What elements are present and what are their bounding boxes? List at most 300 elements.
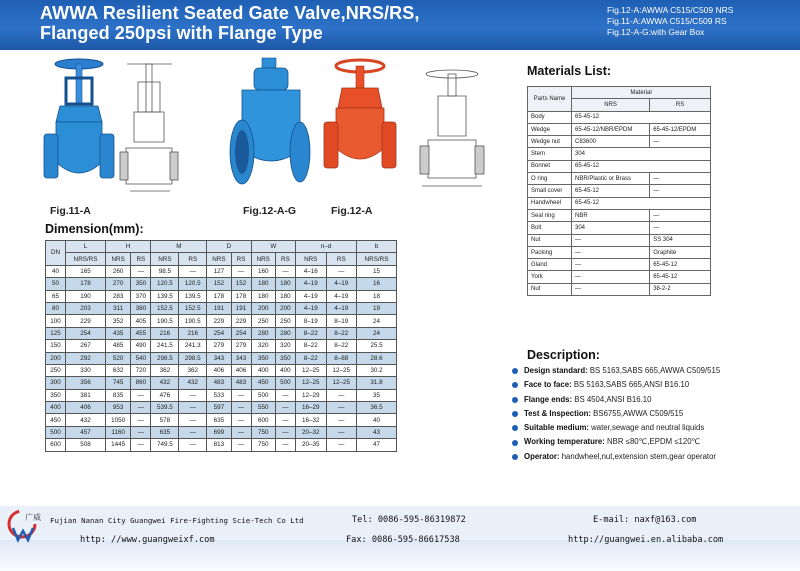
table-cell: 165 [66, 265, 106, 277]
table-cell: 150 [46, 340, 66, 352]
table-row [46, 315, 397, 327]
table-cell: 483 [231, 377, 251, 389]
table-cell: 500 [251, 389, 275, 401]
bullet-icon [512, 397, 518, 403]
description-value: BS6755,AWWA C509/515 [591, 408, 684, 418]
table-row [528, 246, 711, 258]
table-cell: 356 [66, 377, 106, 389]
table-cell: 635 [151, 426, 179, 438]
description-value: BS 5163,SABS 665,AWWA C509/515 [587, 366, 721, 375]
table-cell: — [275, 389, 295, 401]
table-cell: 200 [251, 302, 275, 314]
description-label: Test & Inspection: [524, 408, 592, 418]
table-cell: 8–22 [295, 340, 326, 352]
table-cell: 30.2 [357, 364, 397, 376]
table-cell: 24 [357, 315, 397, 327]
table-cell: 36.5 [357, 402, 397, 414]
part-name: O ring [528, 173, 572, 185]
description-label: Working temperature: [524, 437, 605, 447]
table-cell: 500 [46, 426, 66, 438]
materials-table-body [528, 111, 711, 295]
table-cell: 254 [231, 327, 251, 339]
description-label: Design standard: [524, 366, 588, 375]
header-nd: n–d [295, 241, 356, 253]
table-row [528, 234, 711, 246]
table-cell: 120.5 [179, 278, 207, 290]
table-cell: 279 [231, 340, 251, 352]
table-cell: 191 [231, 302, 251, 314]
table-row [528, 111, 711, 123]
part-name: York [528, 271, 572, 283]
table-cell: 190 [66, 290, 106, 302]
table-cell: 4–19 [326, 302, 357, 314]
table-cell: — [275, 265, 295, 277]
material-nrs: — [572, 283, 650, 295]
description-item [512, 450, 792, 464]
description-value: BS 5163,SABS 665,ANSI B16.10 [571, 380, 690, 390]
table-cell: 320 [275, 340, 295, 352]
table-row [46, 278, 397, 290]
description-item [512, 364, 792, 378]
table-cell: 260 [105, 265, 130, 277]
table-cell: 178 [231, 290, 251, 302]
rs-header: RS [650, 99, 711, 111]
table-cell: 508 [66, 439, 106, 451]
table-cell: — [231, 402, 251, 414]
subheader-cell: NRS [207, 253, 231, 265]
table-cell: 350 [131, 278, 151, 290]
table-cell: 450 [46, 414, 66, 426]
table-cell: 350 [46, 389, 66, 401]
dimension-subheader-row [46, 253, 397, 265]
material-rs: — [650, 209, 711, 221]
table-row [528, 271, 711, 283]
subheader-cell: RS [275, 253, 295, 265]
material-nrs: NBR [572, 209, 650, 221]
table-cell: 292 [66, 352, 106, 364]
material-rs: Graphite [650, 246, 711, 258]
table-cell: 750 [251, 426, 275, 438]
table-cell: — [179, 426, 207, 438]
table-cell: 24 [357, 327, 397, 339]
table-cell: 745 [105, 377, 130, 389]
table-cell: 635 [207, 414, 231, 426]
material-nrs: 65-45-12 [572, 160, 711, 172]
table-cell: 200 [46, 352, 66, 364]
fig-12a-label: Fig.12-A [331, 205, 373, 217]
table-cell: 1050 [105, 414, 130, 426]
description-value: NBR ≤80℃,EPDM ≤120℃ [604, 437, 701, 447]
table-cell: 4–19 [295, 278, 326, 290]
table-cell: 8–22 [326, 340, 357, 352]
table-cell: 20–35 [295, 439, 326, 451]
table-cell: 15 [357, 265, 397, 277]
alibaba-link[interactable]: http://guangwei.en.alibaba.com [568, 535, 724, 545]
table-cell: 139.5 [179, 290, 207, 302]
footer [0, 506, 800, 571]
table-cell: 4–19 [295, 302, 326, 314]
table-cell: — [326, 389, 357, 401]
table-cell: 405 [131, 315, 151, 327]
description-label: Operator: [524, 451, 560, 461]
table-row [528, 259, 711, 271]
table-cell: — [131, 439, 151, 451]
table-row [46, 302, 397, 314]
table-cell: 4–19 [326, 278, 357, 290]
part-name: Small cover [528, 185, 572, 197]
subheader-cell: NRS/RS [66, 253, 106, 265]
table-row [46, 265, 397, 277]
table-cell: 16 [357, 278, 397, 290]
table-cell: 270 [105, 278, 130, 290]
table-cell: 381 [66, 389, 106, 401]
table-row [46, 327, 397, 339]
description-value: water,sewage and neutral liquids [588, 423, 705, 433]
table-cell: 152.5 [179, 302, 207, 314]
table-cell: 362 [151, 364, 179, 376]
table-cell: 190.5 [179, 315, 207, 327]
table-cell: 457 [66, 426, 106, 438]
table-cell: 127 [207, 265, 231, 277]
table-cell: — [326, 439, 357, 451]
table-cell: 352 [105, 315, 130, 327]
header-b: b [357, 241, 397, 253]
table-cell: — [231, 265, 251, 277]
table-cell: 343 [231, 352, 251, 364]
parts-name-header: Parts Name [528, 87, 572, 112]
subheader-cell: NRS [151, 253, 179, 265]
email[interactable]: E-mail: naxf@163.com [593, 515, 697, 525]
description-value: BS 4504,ANSI B16.10 [572, 394, 652, 404]
table-cell: — [179, 389, 207, 401]
material-nrs: C83600 [572, 136, 650, 148]
table-cell: — [275, 439, 295, 451]
table-cell: — [179, 439, 207, 451]
table-cell: 8–22 [295, 327, 326, 339]
table-cell: 152.5 [151, 302, 179, 314]
page-title [40, 3, 419, 43]
table-cell: 20–32 [295, 426, 326, 438]
table-cell: 311 [105, 302, 130, 314]
table-cell: — [275, 402, 295, 414]
table-cell: 813 [207, 439, 231, 451]
table-row [46, 340, 397, 352]
table-cell: 40 [46, 265, 66, 277]
table-cell: — [231, 389, 251, 401]
material-nrs: 65-45-12 [572, 111, 711, 123]
description-title: Description: [527, 348, 600, 362]
material-nrs: — [572, 234, 650, 246]
table-cell: 400 [275, 364, 295, 376]
table-cell: 8–22 [295, 352, 326, 364]
part-name: Wedge [528, 123, 572, 135]
table-row [46, 352, 397, 364]
product-illustrations [42, 56, 502, 216]
subheader-cell: RS [179, 253, 207, 265]
material-rs: — [650, 185, 711, 197]
table-cell: — [231, 414, 251, 426]
table-cell: 31.8 [357, 377, 397, 389]
table-cell: 350 [275, 352, 295, 364]
table-cell: — [326, 402, 357, 414]
subheader-cell: NRS/RS [357, 253, 397, 265]
dimension-table [45, 240, 397, 452]
table-cell: 229 [66, 315, 106, 327]
table-cell: 250 [251, 315, 275, 327]
valve-12a-image [324, 60, 396, 168]
table-cell: 47 [357, 439, 397, 451]
bullet-icon [512, 411, 518, 417]
table-cell: 298.5 [179, 352, 207, 364]
table-cell: 216 [151, 327, 179, 339]
description-item [512, 378, 792, 392]
materials-table [527, 86, 711, 296]
table-cell: 241.3 [179, 340, 207, 352]
table-cell: 400 [46, 402, 66, 414]
table-row [46, 377, 397, 389]
table-cell: — [231, 426, 251, 438]
table-cell: 750 [251, 439, 275, 451]
title-line-1: AWWA Resilient Seated Gate Valve,NRS/RS, [40, 3, 420, 23]
table-cell: 98.5 [151, 265, 179, 277]
table-cell: — [179, 414, 207, 426]
part-name: Body [528, 111, 572, 123]
table-cell: 520 [105, 352, 130, 364]
fig-11a-label: Fig.11-A [50, 205, 91, 217]
header-banner [0, 0, 800, 50]
bullet-icon [512, 382, 518, 388]
description-item [512, 421, 792, 435]
table-cell: 406 [231, 364, 251, 376]
header-d: D [207, 241, 251, 253]
table-cell: 343 [207, 352, 231, 364]
material-rs: 38-2-2 [650, 283, 711, 295]
table-cell: 953 [105, 402, 130, 414]
valve-11a-image [44, 59, 114, 178]
title-line-2: Flanged 250psi with Flange Type [40, 23, 323, 43]
table-cell: 200 [275, 302, 295, 314]
table-cell: 12–25 [326, 364, 357, 376]
table-cell: 539.5 [151, 402, 179, 414]
dimension-table-body [46, 265, 397, 451]
website-link[interactable]: http: //www.guangweixf.com [80, 535, 215, 545]
table-cell: — [131, 265, 151, 277]
table-row [46, 402, 397, 414]
table-cell: 330 [66, 364, 106, 376]
table-cell: 139.5 [151, 290, 179, 302]
table-cell: 578 [151, 414, 179, 426]
table-row [528, 197, 711, 209]
table-cell: 267 [66, 340, 106, 352]
table-cell: 8–19 [326, 315, 357, 327]
table-cell: 19 [357, 302, 397, 314]
nrs-header: NRS [572, 99, 650, 111]
table-cell: 476 [151, 389, 179, 401]
table-cell: 180 [275, 290, 295, 302]
table-cell: 65 [46, 290, 66, 302]
part-name: Bonnet [528, 160, 572, 172]
table-cell: 432 [151, 377, 179, 389]
company-name: Fujian Nanan City Guangwei Fire-Fighting Scie-Tech Co Ltd [50, 516, 304, 525]
description-item [512, 407, 792, 421]
table-cell: 80 [46, 302, 66, 314]
logo-text: 广威 [25, 513, 41, 522]
description-value: handwheel,nut,extension stem,gear operator [559, 451, 717, 461]
part-name: Wedge nut [528, 136, 572, 148]
table-cell: 597 [207, 402, 231, 414]
description-item [512, 393, 792, 407]
table-cell: 241.5 [151, 340, 179, 352]
bullet-icon [512, 368, 518, 374]
fig-12ag-label: Fig.12-A-G [243, 205, 297, 217]
table-row [528, 283, 711, 295]
telephone: Tel: 0086-595-86319872 [352, 515, 466, 525]
table-cell: 550 [251, 402, 275, 414]
table-cell: 490 [131, 340, 151, 352]
table-cell: 43 [357, 426, 397, 438]
table-cell: 699 [207, 426, 231, 438]
table-cell: 35 [357, 389, 397, 401]
table-cell: 160 [251, 265, 275, 277]
table-cell: — [326, 414, 357, 426]
table-cell: 600 [46, 439, 66, 451]
table-cell: 250 [275, 315, 295, 327]
table-cell: 406 [207, 364, 231, 376]
table-cell: 12–25 [295, 364, 326, 376]
table-cell: 50 [46, 278, 66, 290]
table-cell: 1160 [105, 426, 130, 438]
table-cell: — [275, 414, 295, 426]
dimension-title: Dimension(mm): [45, 222, 144, 236]
table-cell: 178 [207, 290, 231, 302]
material-nrs: — [572, 259, 650, 271]
table-cell: 350 [251, 352, 275, 364]
table-cell: 280 [275, 327, 295, 339]
table-cell: 279 [207, 340, 231, 352]
material-nrs: — [572, 271, 650, 283]
table-row [46, 290, 397, 302]
table-cell: 720 [131, 364, 151, 376]
fig-note-11a: Fig.11-A:AWWA C515/C509 RS [607, 16, 727, 26]
table-cell: 12–25 [326, 377, 357, 389]
material-rs: 65-45-12 [650, 271, 711, 283]
header-dn: DN [46, 241, 66, 266]
table-cell: 280 [251, 327, 275, 339]
table-cell: 500 [275, 377, 295, 389]
bullet-icon [512, 425, 518, 431]
table-cell: 180 [275, 278, 295, 290]
description-label: Suitable medium: [524, 423, 589, 433]
valve-12a-drawing [420, 70, 484, 186]
material-nrs: 65-45-12 [572, 197, 711, 209]
table-cell: 540 [131, 352, 151, 364]
part-name: Stem [528, 148, 572, 160]
description-list [512, 364, 792, 464]
table-cell: 455 [131, 327, 151, 339]
table-cell: 229 [207, 315, 231, 327]
table-cell: 229 [231, 315, 251, 327]
table-cell: — [326, 426, 357, 438]
table-cell: 362 [179, 364, 207, 376]
table-cell: 203 [66, 302, 106, 314]
material-nrs: — [572, 246, 650, 258]
description-label: Flange ends: [524, 394, 573, 404]
part-name: Nut [528, 234, 572, 246]
table-cell: 298.5 [151, 352, 179, 364]
table-row [46, 414, 397, 426]
table-cell: — [131, 414, 151, 426]
table-row [528, 185, 711, 197]
table-row [528, 209, 711, 221]
part-name: Seal ring [528, 209, 572, 221]
table-cell: 8–22 [326, 327, 357, 339]
table-cell: 4–19 [295, 290, 326, 302]
part-name: Nut [528, 283, 572, 295]
table-cell: 406 [66, 402, 106, 414]
table-row [46, 389, 397, 401]
table-cell: 254 [66, 327, 106, 339]
description-item [512, 435, 792, 449]
table-cell: 533 [207, 389, 231, 401]
subheader-cell: NRS [295, 253, 326, 265]
table-row [46, 439, 397, 451]
valve-12ag-image [230, 58, 310, 184]
table-cell: 435 [105, 327, 130, 339]
table-cell: 40 [357, 414, 397, 426]
part-name: Bolt [528, 222, 572, 234]
material-nrs: 65-45-12 [572, 185, 650, 197]
header-h: H [105, 241, 150, 253]
table-cell: 483 [207, 377, 231, 389]
part-name: Packing [528, 246, 572, 258]
part-name: Handwheel [528, 197, 572, 209]
table-row [528, 160, 711, 172]
table-cell: 485 [105, 340, 130, 352]
table-cell: 180 [251, 278, 275, 290]
table-cell: — [179, 402, 207, 414]
table-cell: 12–25 [295, 377, 326, 389]
table-cell: 632 [105, 364, 130, 376]
table-cell: — [275, 426, 295, 438]
subheader-cell: NRS [105, 253, 130, 265]
table-cell: 25.5 [357, 340, 397, 352]
fax: Fax: 0086-595-86617538 [346, 535, 460, 545]
header-l: L [66, 241, 106, 253]
material-rs: — [650, 136, 711, 148]
material-rs: — [650, 173, 711, 185]
table-cell: 178 [66, 278, 106, 290]
material-rs: — [650, 222, 711, 234]
table-cell: 4–16 [295, 265, 326, 277]
table-cell: 180 [251, 290, 275, 302]
table-cell: 125 [46, 327, 66, 339]
table-row [528, 123, 711, 135]
table-cell: 4–19 [326, 290, 357, 302]
material-rs: 65-45-12/EPDM [650, 123, 711, 135]
table-row [528, 148, 711, 160]
header-m: M [151, 241, 207, 253]
valve-11a-drawing [120, 64, 178, 191]
table-cell: 120.5 [151, 278, 179, 290]
description-label: Face to face: [524, 380, 572, 390]
subheader-cell: RS [131, 253, 151, 265]
material-nrs: NBR/Plastic or Brass [572, 173, 650, 185]
table-cell: 250 [46, 364, 66, 376]
subheader-cell: NRS [251, 253, 275, 265]
material-header: Material [572, 87, 711, 99]
material-nrs: 304 [572, 222, 650, 234]
table-cell: 8–88 [326, 352, 357, 364]
